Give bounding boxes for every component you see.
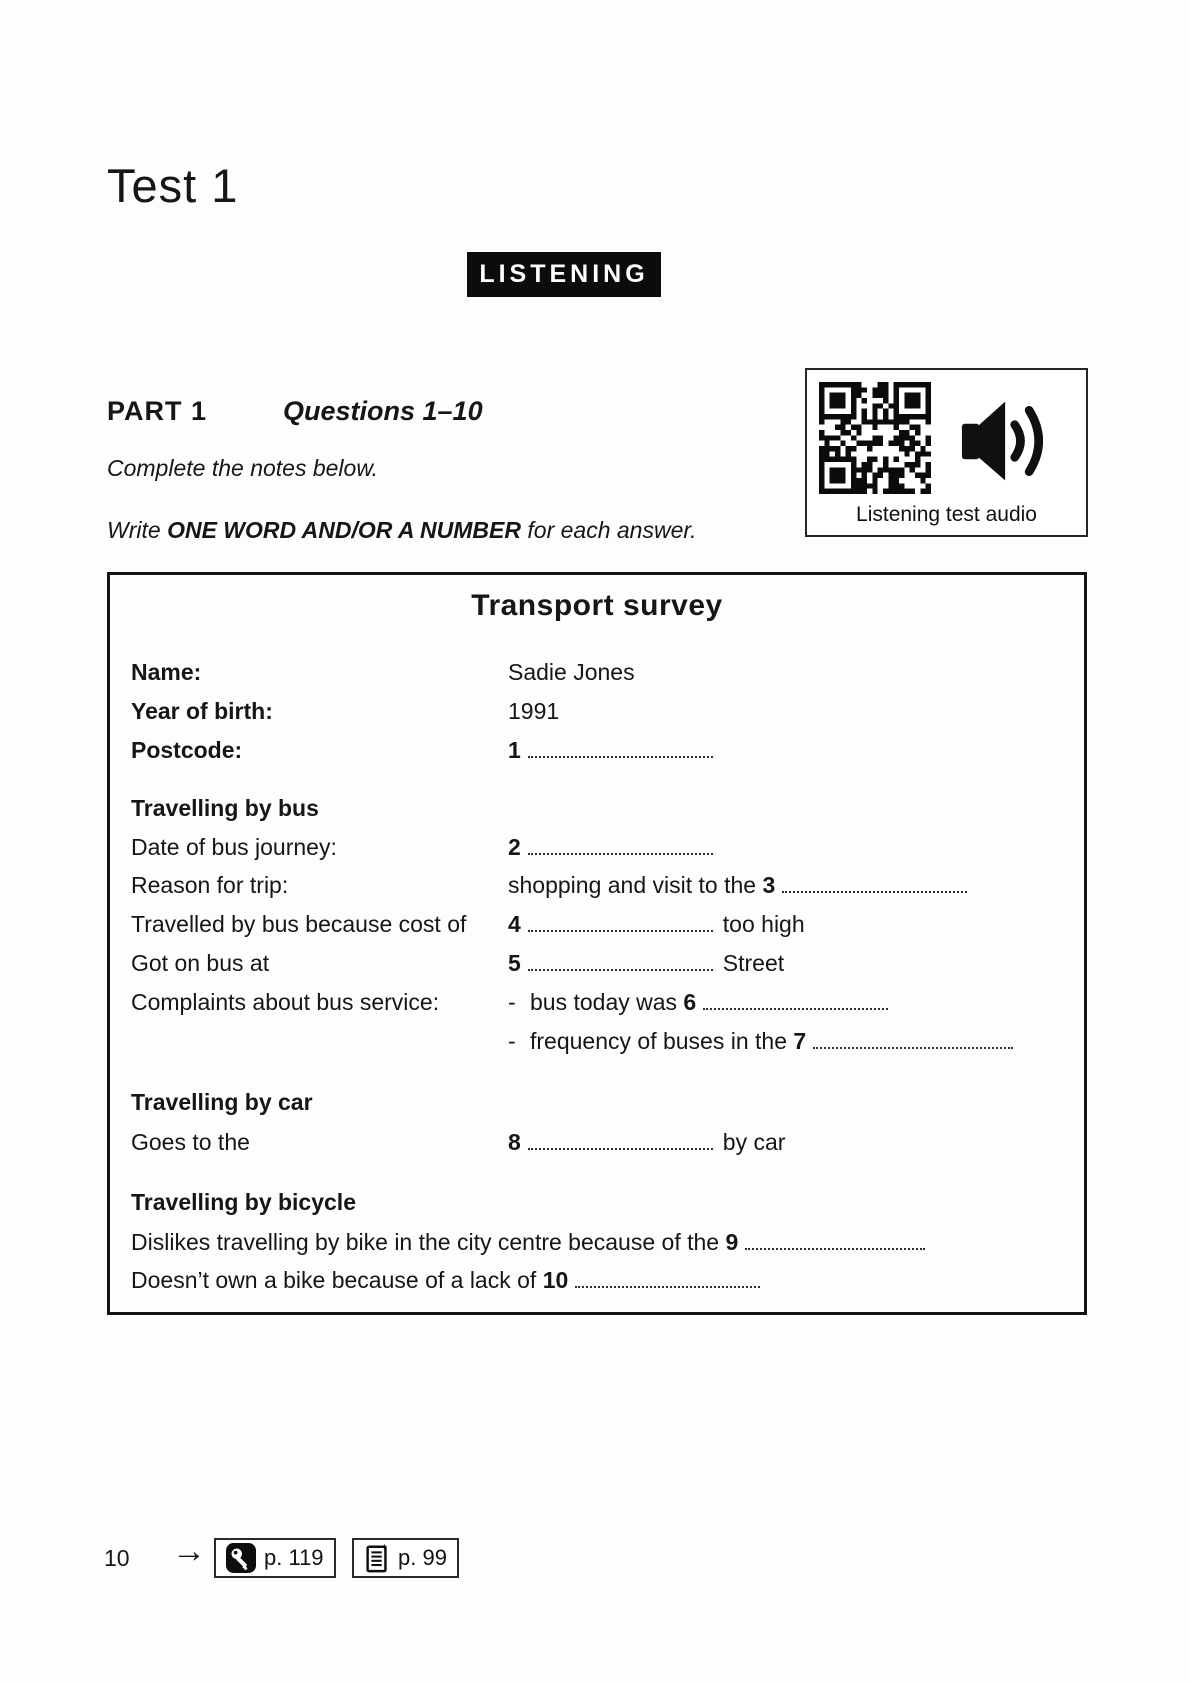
question-10-text: Doesn’t own a bike because of a lack of [131, 1267, 543, 1293]
car-goes-label: Goes to the [131, 1129, 250, 1155]
instruction-complete-notes: Complete the notes below. [107, 455, 379, 481]
bus-stop-label: Got on bus at [131, 950, 270, 976]
form-row-bus-stop [110, 950, 1070, 982]
question-10-number: 10 [542, 1267, 569, 1293]
question-7 [508, 1028, 1013, 1055]
instruction-suffix: for each answer. [521, 517, 697, 543]
bus-cost-label: Travelled by bus because cost of [131, 911, 467, 937]
instruction-bold-limit: ONE WORD AND/OR A NUMBER [167, 517, 521, 543]
bicycle-heading: Travelling by bicycle [131, 1189, 356, 1215]
form-row-car-goes [110, 1129, 1070, 1161]
question-8 [508, 1129, 785, 1156]
listening-section-banner [467, 252, 661, 297]
listening-banner-label: LISTENING [479, 260, 649, 288]
form-row-complaints-1 [110, 989, 1070, 1021]
document-icon [364, 1543, 390, 1573]
test-title: Test 1 [107, 159, 239, 212]
qr-code-icon [819, 382, 931, 494]
instruction-prefix: Write [107, 517, 168, 543]
question-7-text: frequency of buses in the [530, 1028, 794, 1054]
answer-key-page-label: p. 119 [264, 1545, 324, 1570]
car-heading: Travelling by car [131, 1089, 313, 1115]
question-3-text: shopping and visit to the [508, 872, 763, 898]
postcode-label: Postcode: [131, 737, 243, 763]
answer-blank-10 [575, 1273, 760, 1288]
question-5-suffix: Street [722, 950, 785, 976]
form-row-bus-date [110, 834, 1070, 866]
answer-blank-7 [813, 1034, 1013, 1049]
question-8-suffix: by car [722, 1129, 786, 1155]
bus-reason-label: Reason for trip: [131, 872, 289, 898]
question-9-text: Dislikes travelling by bike in the city centre because of the [131, 1229, 726, 1255]
question-6-number: 6 [683, 989, 697, 1015]
part-label: PART 1 [107, 396, 208, 426]
complaints-label: Complaints about bus service: [131, 989, 440, 1015]
audio-box-caption: Listening test audio [856, 503, 1037, 526]
form-title: Transport survey [471, 589, 723, 622]
section-heading-bicycle [110, 1189, 1070, 1221]
page-number: 10 [104, 1545, 130, 1571]
arrow-icon: → [172, 1532, 206, 1570]
form-row-complaints-2 [110, 1028, 1070, 1060]
question-4 [508, 911, 805, 938]
question-6-text: bus today was [530, 989, 684, 1015]
yob-value: 1991 [508, 698, 560, 724]
answer-blank-2 [528, 840, 713, 855]
speaker-audio-icon [960, 395, 1056, 487]
answer-blank-1 [528, 743, 713, 758]
form-row-year-of-birth [110, 698, 1070, 730]
question-7-number: 7 [793, 1028, 807, 1054]
transport-survey-form [107, 572, 1087, 1315]
complaint-bullet-2: - [508, 1028, 516, 1054]
question-2 [508, 834, 713, 861]
question-10 [131, 1267, 760, 1294]
part-heading [107, 395, 707, 429]
form-row-bicycle-lack [110, 1267, 1070, 1299]
question-3-number: 3 [762, 872, 776, 898]
answer-blank-3 [782, 878, 967, 893]
answer-blank-5 [528, 956, 713, 971]
question-8-number: 8 [508, 1129, 521, 1155]
listening-audio-box [805, 368, 1088, 537]
question-6 [508, 989, 888, 1016]
answer-blank-6 [703, 995, 888, 1010]
transcript-page-label: p. 99 [398, 1545, 447, 1570]
answer-key-reference [214, 1538, 336, 1578]
question-2-number: 2 [508, 834, 521, 860]
bus-heading: Travelling by bus [131, 795, 319, 821]
answer-blank-4 [528, 917, 713, 932]
questions-range-label: Questions 1–10 [283, 396, 483, 426]
question-3 [508, 872, 967, 899]
yob-label: Year of birth: [131, 698, 273, 724]
form-row-bus-cost [110, 911, 1070, 943]
complaint-bullet-1: - [508, 989, 516, 1015]
section-heading-bus [110, 795, 1070, 827]
answer-blank-8 [528, 1135, 713, 1150]
answer-blank-9 [745, 1235, 925, 1250]
key-icon [226, 1543, 256, 1573]
transcript-reference [352, 1538, 459, 1578]
question-1-number: 1 [508, 737, 521, 763]
question-9-number: 9 [725, 1229, 739, 1255]
form-row-bus-reason [110, 872, 1070, 904]
question-1 [508, 737, 713, 764]
question-5 [508, 950, 784, 977]
form-row-postcode [110, 737, 1070, 769]
question-9 [131, 1229, 925, 1256]
name-value: Sadie Jones [508, 659, 635, 685]
bus-date-label: Date of bus journey: [131, 834, 337, 860]
question-4-number: 4 [508, 911, 521, 937]
form-row-bicycle-dislikes [110, 1229, 1070, 1261]
section-heading-car [110, 1089, 1070, 1121]
form-row-name [110, 659, 1070, 691]
question-5-number: 5 [508, 950, 521, 976]
name-label: Name: [131, 659, 202, 685]
question-4-suffix: too high [722, 911, 805, 937]
instruction-word-limit [107, 517, 697, 544]
